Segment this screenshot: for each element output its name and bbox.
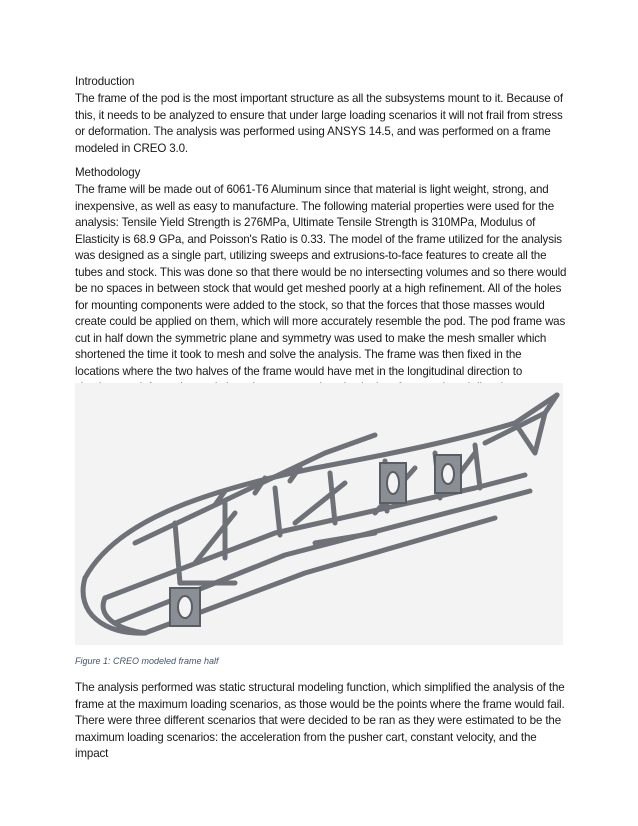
- methodology-heading: Methodology: [75, 166, 141, 179]
- introduction-heading: Introduction: [75, 75, 135, 88]
- introduction-paragraph: The frame of the pod is the most important structure as all the subsystems mount to it. Because of this, it needs to be analyzed to ensure that under large loading scenarios it will not frail from stress or deformation. The analysis was performed using ANSYS 14.5, and was performed on a frame modeled in CREO 3.0.: [75, 92, 563, 155]
- figure-caption: Figure 1: CREO modeled frame half: [75, 656, 219, 666]
- figure-frame-render: [75, 383, 563, 645]
- methodology-paragraph: The frame will be made out of 6061-T6 Aluminum since that material is light weight, strong, and inexpensive, as well as easy to manufacture. The following material properties were used for the analysis: Tensile Yield Strength is 276MPa, Ultimate Tensile Strength is 310MPa, Modulus of Elasticity is 68.9 GPa, and Poisson's Ratio is 0.33. The model of the frame utilized for the analysis was designed as a single part, utilizing sweeps and extrusions-to-face features to create all the tubes and stock. This was done so that there would be no intersecting volumes and so there would be no spaces in between stock that would get meshed poorly at a high refinement. All of the holes for mounting components were added to the stock, so that the forces that those masses would create could be applied on them, which will more accurately resemble the pod. The pod frame was cut in half down the symmetric plane and symmetry was used to make the mesh smaller which shortened the time it took to mesh and solve the analysis. The frame was then fixed in the locations where the two halves of the frame would have met in the longitudinal direction to: [75, 183, 567, 378]
- analysis-paragraph: The analysis performed was static structural modeling function, which simplified the analysis of the frame at the maximum loading scenarios, as those would be the points where the frame would fail. There were three different scenarios that were decided to be ran as they were estimated to be the maximum loading scenarios: the acceleration from the pusher cart, constant velocity, and the impact: [75, 681, 565, 760]
- frame-model-illustration: [75, 383, 563, 645]
